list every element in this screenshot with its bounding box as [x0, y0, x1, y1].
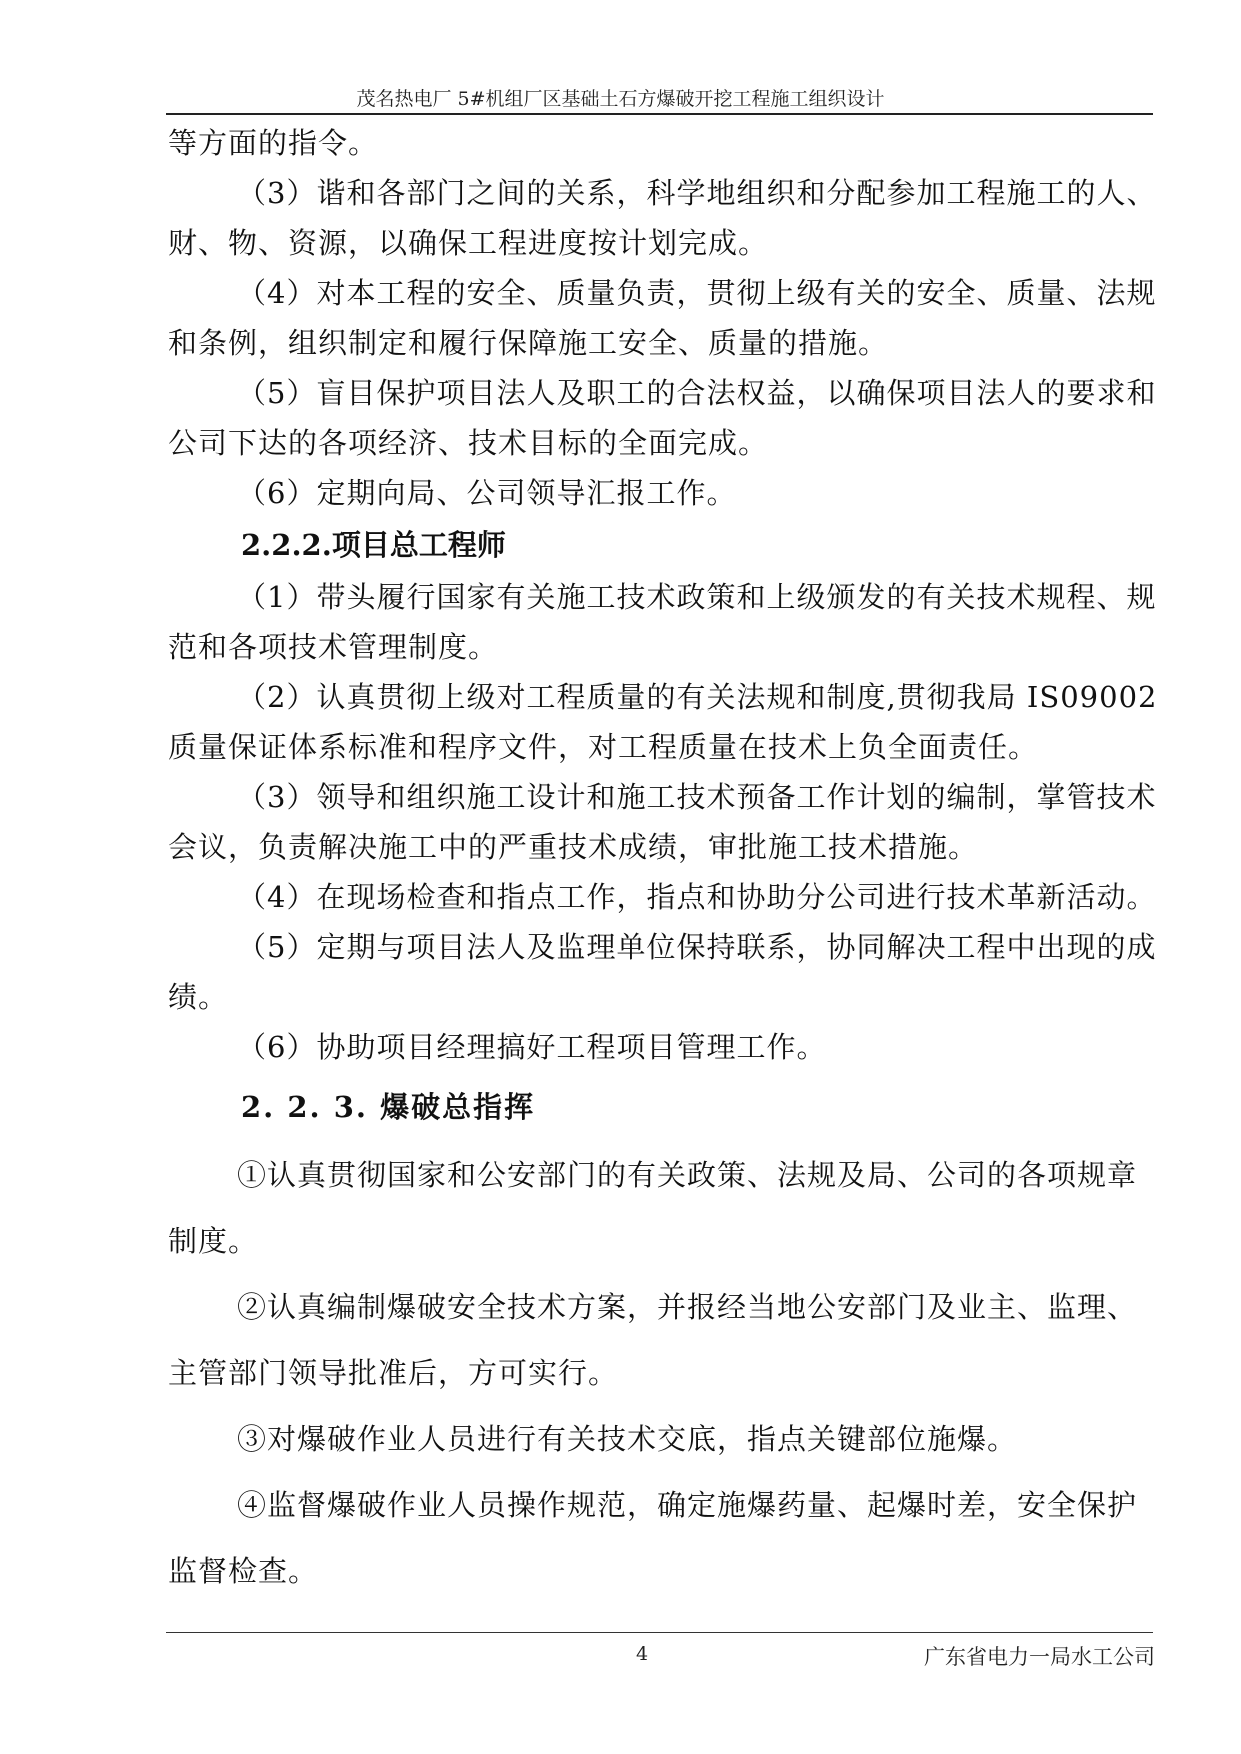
paragraph: ③对爆破作业人员进行有关技术交底，指点关键部位施爆。 [237, 1422, 1018, 1456]
paragraph: （5）定期与项目法人及监理单位保持联系，协同解决工程中出现的成绩。 [168, 930, 1157, 1014]
blasting-commander-items [168, 1142, 1158, 1604]
paragraph: （6）定期向局、公司领导汇报工作。 [237, 476, 737, 510]
header-divider [166, 113, 1153, 115]
running-header-title: 茂名热电厂 5#机组厂区基础土石方爆破开挖工程施工组织设计 [356, 88, 885, 110]
paragraph: ②认真编制爆破安全技术方案，并报经当地公安部门及业主、监理、主管部门领导批准后，方可实行。 [168, 1290, 1138, 1390]
paragraph: （4）对本工程的安全、质量负责，贯彻上级有关的安全、质量、法规和条例，组织制定和履行保障施工安全、质量的措施。 [168, 276, 1157, 360]
paragraph: （4）在现场检查和指点工作，指点和协助分公司进行技术革新活动。 [237, 880, 1157, 914]
paragraph: 等方面的指令。 [168, 126, 379, 160]
footer-divider [166, 1632, 1153, 1633]
section-heading-blasting-commander: 2. 2. 3. 爆破总指挥 [241, 1090, 536, 1124]
paragraph: （6）协助项目经理搞好工程项目管理工作。 [237, 1030, 827, 1064]
paragraph: （3）领导和组织施工设计和施工技术预备工作计划的编制，掌管技术会议，负责解决施工中的严重技术成绩，审批施工技术措施。 [168, 780, 1157, 864]
paragraph: ④监督爆破作业人员操作规范，确定施爆药量、起爆时差，安全保护监督检查。 [168, 1488, 1138, 1588]
paragraph: （1）带头履行国家有关施工技术政策和上级颁发的有关技术规程、规范和各项技术管理制度。 [168, 580, 1157, 664]
paragraph: ①认真贯彻国家和公安部门的有关政策、法规及局、公司的各项规章制度。 [168, 1158, 1138, 1258]
paragraph: （5）盲目保护项目法人及职工的合法权益，以确保项目法人的要求和公司下达的各项经济、技术目标的全面完成。 [168, 376, 1157, 460]
page-number: 4 [636, 1643, 649, 1665]
paragraph: （3）谐和各部门之间的关系，科学地组织和分配参加工程施工的人、财、物、资源，以确保工程进度按计划完成。 [168, 176, 1157, 260]
section-heading-project-chief-engineer: 2.2.2.项目总工程师 [241, 528, 506, 562]
footer-organization: 广东省电力一局水工公司 [924, 1645, 1155, 1669]
paragraph: （2）认真贯彻上级对工程质量的有关法规和制度,贯彻我局 IS09002质量保证体系标准和程序文件，对工程质量在技术上负全面责任。 [168, 680, 1158, 764]
document-body [168, 118, 1158, 1604]
